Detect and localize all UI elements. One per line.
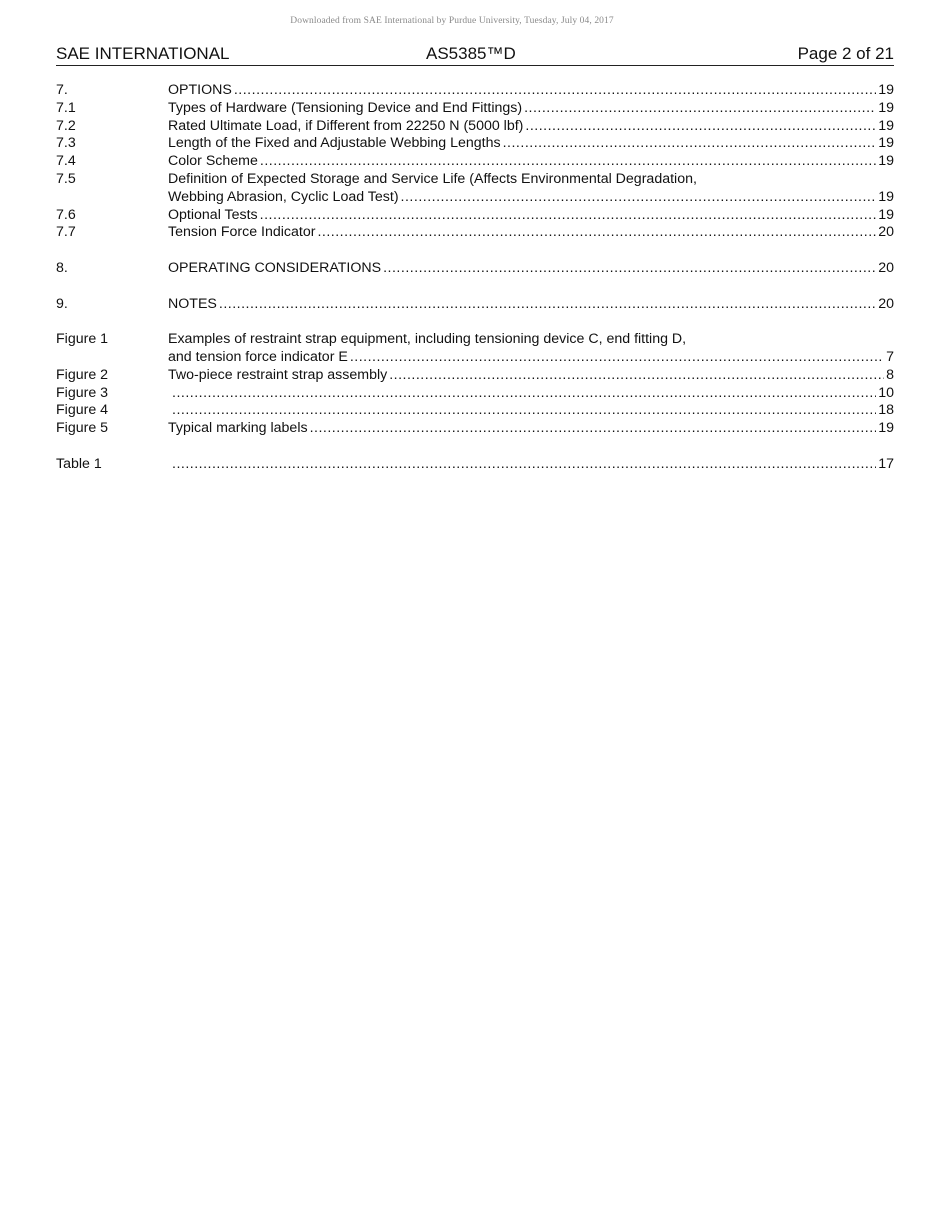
toc-entry-7-3 [56,135,894,153]
toc-number: Figure 3 [56,384,109,401]
toc-entry-figure-5 [56,420,894,438]
toc-leader [260,207,877,225]
toc-entry-7-6 [56,207,894,225]
toc-title: OPTIONS [168,82,232,98]
toc-leader [525,118,876,136]
toc-entry-figure-1 [56,331,894,367]
toc-title: Rated Ultimate Load, if Different from 22250 N (5000 lbf) [168,117,524,134]
toc-leader [172,385,876,403]
toc-title-continued: and tension force indicator E [168,348,348,365]
toc-page: 19 [878,153,894,170]
header-page-number: Page 2 of 21 [797,44,894,63]
toc-leader [401,189,877,207]
toc-entry-8 [56,260,894,278]
toc-number: 7. [56,82,68,98]
toc-number: Figure 2 [56,366,109,383]
toc-title: Two-piece restraint strap assembly [168,366,388,383]
toc-title: Length of the Fixed and Adjustable Webbing Lengths [168,135,501,152]
toc-number: 7.6 [56,206,76,223]
toc-leader [219,296,876,314]
toc-entry-figure-3 [56,385,894,403]
toc-title: Types of Hardware (Tensioning Device and End Fittings) [168,99,523,116]
toc-page: 19 [878,420,894,437]
toc-leader [383,260,876,278]
toc-entry-7-5 [56,171,894,207]
toc-entry-7-4 [56,153,894,171]
toc-title: Examples of restraint strap equipment, including tensioning device C, end fitting D, [168,331,687,348]
toc-number: 7.3 [56,135,76,152]
toc-page: 19 [878,117,894,134]
toc-page: 17 [878,455,894,472]
toc-number: 8. [56,259,68,276]
toc-number: Figure 1 [56,331,109,348]
table-of-contents [56,82,894,474]
toc-leader [389,367,884,385]
toc-entry-figure-4 [56,402,894,420]
toc-number: 7.5 [56,170,76,187]
toc-title: Typical marking labels [168,420,308,437]
toc-page: 19 [878,99,894,116]
toc-entry-figure-2 [56,367,894,385]
toc-entry-7-7 [56,224,894,242]
toc-entry-7 [56,82,894,100]
toc-title: Definition of Expected Storage and Service Life (Affects Environmental Degradation, [168,170,697,187]
toc-leader [310,420,877,438]
toc-number: 7.2 [56,117,76,134]
toc-entry-table-1 [56,456,894,474]
toc-number: 7.7 [56,224,76,241]
toc-page: 7 [886,348,894,365]
toc-title-continued: Webbing Abrasion, Cyclic Load Test) [168,188,399,205]
page-header [56,43,894,66]
toc-number: 7.4 [56,153,76,170]
header-organization: SAE INTERNATIONAL [56,44,230,63]
toc-page: 19 [878,206,894,223]
toc-leader [350,349,884,367]
toc-entry-9 [56,296,894,314]
toc-page: 20 [878,224,894,241]
toc-title: Tension Force Indicator [168,224,316,241]
toc-number: 9. [56,295,68,312]
toc-page: 19 [878,82,894,98]
toc-leader [503,135,877,153]
toc-number: 7.1 [56,99,76,116]
toc-page: 19 [878,188,894,205]
toc-page: 18 [878,402,894,419]
toc-title: NOTES [168,295,217,312]
toc-title: Optional Tests [168,206,258,223]
toc-page: 19 [878,135,894,152]
toc-leader [234,82,876,100]
toc-number: Figure 4 [56,402,109,419]
toc-page: 20 [878,259,894,276]
toc-number: Table 1 [56,455,102,472]
header-document-number: AS5385™D [426,44,516,63]
toc-leader [172,402,876,420]
toc-page: 20 [878,295,894,312]
toc-entry-7-1 [56,100,894,118]
toc-leader [172,456,876,474]
toc-leader [317,224,876,242]
toc-page: 8 [886,366,894,383]
toc-entry-7-2 [56,118,894,136]
toc-number: Figure 5 [56,420,109,437]
toc-title: Color Scheme [168,153,258,170]
toc-title: OPERATING CONSIDERATIONS [168,259,382,276]
toc-leader [260,153,876,171]
toc-page: 10 [878,384,894,401]
toc-leader [524,100,876,118]
download-watermark: Downloaded from SAE International by Purdue University, Tuesday, July 04, 2017 [290,16,614,26]
